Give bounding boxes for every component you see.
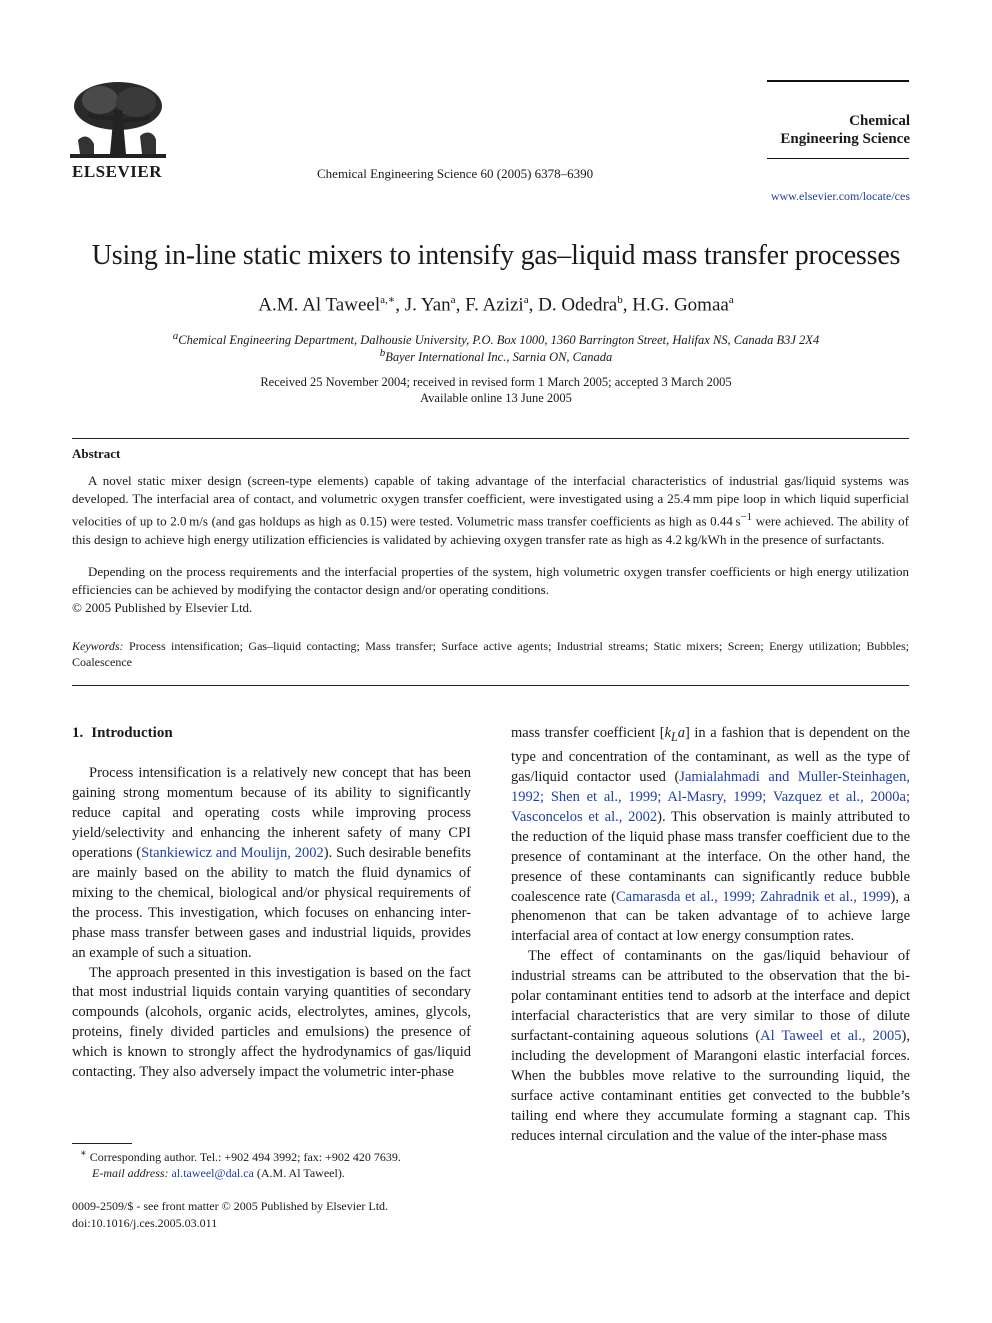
citation-link[interactable]: Stankiewicz and Moulijn, 2002 xyxy=(141,844,324,861)
article-title: Using in-line static mixers to intensify gas–liquid mass transfer processes xyxy=(91,240,901,271)
email-link[interactable]: al.taweel@dal.ca xyxy=(171,1166,254,1180)
intro-paragraph-1 xyxy=(72,764,471,964)
symbol-k: k xyxy=(664,725,671,741)
kla-symbol xyxy=(664,725,685,744)
article-history-dates: Received 25 November 2004; received in revised form 1 March 2005; accepted 3 March 2005 xyxy=(260,375,732,389)
journal-bottom-rule xyxy=(767,158,909,159)
affiliation-text: Chemical Engineering Department, Dalhousie University, P.O. Box 1000, 1360 Barrington Street, Halifax NS, Canada B3J 2X4 xyxy=(178,333,820,348)
author-affiliation-mark: a xyxy=(523,294,529,306)
abstract-paragraph-2: Depending on the process requirements and the interfacial properties of the system, high volumetric oxygen transfer coefficients or high energy utilization efficiencies can be achieved by modifying the contactor design and/or operating conditions. xyxy=(72,564,909,598)
body-text: ), a phenomenon that can be taken advantage of to achieve large interfacial area of contact at low energy consumption rates. xyxy=(511,888,910,945)
abstract-paragraph-1 xyxy=(72,472,909,549)
body-text: The effect of contaminants on the gas/liquid behaviour of industrial streams can be attributed to the observation that the bi-polar contaminant entities tend to adsorb at the interface and depict interfacial characteristics that are very similar to those of dilute surfactant-containing aqueous solutions ( xyxy=(511,948,910,1045)
affiliation-text: Bayer International Inc., Sarnia ON, Canada xyxy=(385,350,613,365)
footnote-mark: ∗ xyxy=(80,1148,87,1159)
abstract-heading: Abstract xyxy=(72,446,121,461)
doi-line: doi:10.1016/j.ces.2005.03.011 xyxy=(72,1216,218,1230)
intro-paragraph-4 xyxy=(511,947,910,1147)
author-affiliation-mark: a xyxy=(450,294,456,306)
author-name: A.M. Al Taweel xyxy=(258,294,381,316)
author-name: F. Azizi xyxy=(465,294,524,316)
author-list: A.M. Al Taweel$^{a,∗}$, J. Yan$^a$, F. Azizi$^a$, D. Odedra$^b$, H.G. Gomaa$^a$ xyxy=(258,294,734,316)
corresponding-author-footnote xyxy=(80,1148,401,1165)
keywords-label: Keywords: xyxy=(72,639,124,653)
issn-line: 0009-2509/$ - see front matter © 2005 Published by Elsevier Ltd. xyxy=(72,1199,389,1213)
right-column xyxy=(511,724,910,1147)
body-text: mass transfer coefficient [ xyxy=(511,725,665,741)
unit-exponent: −1 xyxy=(740,511,753,524)
abstract-top-rule xyxy=(72,438,909,439)
body-text: ] in a fashion that is dependent on the type and concentration of the contaminant, as well as the type of gas/liquid contactor used ( xyxy=(511,725,910,785)
citation-link[interactable]: Al Taweel et al., 2005 xyxy=(760,1028,902,1045)
keywords xyxy=(72,638,909,671)
abstract-text: were achieved. The ability of this design to achieve high energy utilization efficiencies is validated by achieving oxygen transfer rate as high as 4.2 kg/kWh in the presence of surfactants. xyxy=(72,513,909,547)
journal-name-line-1: Chemical xyxy=(849,113,910,129)
abstract-text: A novel static mixer design (screen-type elements) capable of taking advantage of the interfacial characteristics of industrial gas/liquid systems was developed. The interfacial area of contact, and volumetric oxygen transfer coefficient, were investigated using a 25.4 mm pipe loop in which liquid superficial velocities of up to 2.0 m/s (and gas holdups as high as 0.15) were tested. Volumetric mass transfer coefficients as high as 0.44 s xyxy=(72,473,909,529)
author-affiliation-mark: a xyxy=(728,294,734,306)
section-heading-introduction xyxy=(72,725,173,742)
symbol-subscript: L xyxy=(671,729,678,744)
affiliation-mark: b xyxy=(379,347,386,359)
article-online-date: Available online 13 June 2005 xyxy=(420,391,572,405)
email-label: E-mail address: xyxy=(92,1166,169,1180)
author-name: H.G. Gomaa xyxy=(632,294,729,316)
footnote-text: Corresponding author. Tel.: +902 494 3992; fax: +902 420 7639. xyxy=(89,1150,401,1164)
section-title: Introduction xyxy=(91,725,173,741)
section-number: 1. xyxy=(72,725,84,741)
left-column xyxy=(72,764,471,1083)
journal-top-rule xyxy=(767,80,909,82)
body-text: Process intensification is a relatively new concept that has been gaining strong momentum because of its ability to significantly reduce capital and operating costs while improving process yield/selectivity and enhancing the inherent safety of many CPI operations ( xyxy=(72,765,471,861)
intro-paragraph-3 xyxy=(511,724,910,947)
footnote-rule xyxy=(72,1143,132,1144)
journal-citation: Chemical Engineering Science 60 (2005) 6378–6390 xyxy=(317,166,594,181)
email-suffix: (A.M. Al Taweel). xyxy=(253,1166,345,1180)
author-affiliation-mark: a,∗ xyxy=(380,294,396,306)
affiliation-a xyxy=(0,330,992,348)
body-text: ). Such desirable benefits are mainly based on the ability to match the fluid dynamics of mixing to the chemical, biological and/or physical requirements of the process. This investigation, which focuses on enhancing inter-phase mass transfer between gases and industrial liquids, provides an example of such a situation. xyxy=(72,844,471,961)
abstract-bottom-rule xyxy=(72,685,909,686)
symbol-a: a xyxy=(677,725,685,741)
citation-link[interactable]: Camarasda et al., 1999; Zahradnik et al., 1999 xyxy=(615,888,891,905)
journal-url-link[interactable]: www.elsevier.com/locate/ces xyxy=(770,189,910,203)
body-text: ), including the development of Marangoni elastic interfacial forces. When the bubbles move relative to the surrounding liquid, the surface active contaminant entities get convected to the bubble’s tailing end where they accumulate forming a stagnant cap. This reduces internal circulation and the value of the inter-phase mass xyxy=(511,1028,910,1144)
intro-paragraph-2: The approach presented in this investigation is based on the fact that most industrial liquids contain varying quantities of secondary compounds (alcohols, organic acids, electrolytes, amines, glycols, proteins, finely divided particles and emulsions) the presence of which is known to strongly affect the hydrodynamics of gas/liquid contacting. They also adversely impact the volumetric inter-phase xyxy=(72,964,471,1081)
email-footnote xyxy=(92,1166,345,1181)
affiliation-mark: a xyxy=(172,330,179,342)
author-affiliation-mark: b xyxy=(617,294,623,306)
author-name: J. Yan xyxy=(404,294,451,316)
journal-name xyxy=(740,112,910,148)
publisher-name: ELSEVIER xyxy=(72,162,162,181)
affiliation-b xyxy=(0,347,992,365)
body-text: ). This observation is mainly attributed to the reduction of the liquid phase mass transfer coefficient due to the presence of contaminant at the interface. On the other hand, the presence of these contaminants can significantly reduce bubble coalescence rate ( xyxy=(511,808,911,905)
abstract-copyright: © 2005 Published by Elsevier Ltd. xyxy=(72,600,253,615)
journal-name-line-2: Engineering Science xyxy=(780,131,910,147)
author-name: D. Odedra xyxy=(538,294,618,316)
citation-link[interactable]: Jamialahmadi and Muller-Steinhagen, 1992; Shen et al., 1999; Al-Masry, 1999; Vazquez et al., 2000a; Vasconcelos et al., 2002 xyxy=(511,768,910,825)
keywords-list: Process intensification; Gas–liquid contacting; Mass transfer; Surface active agents; Industrial streams; Static mixers; Screen; Energy utilization; Bubbles; Coalescence xyxy=(72,639,909,670)
